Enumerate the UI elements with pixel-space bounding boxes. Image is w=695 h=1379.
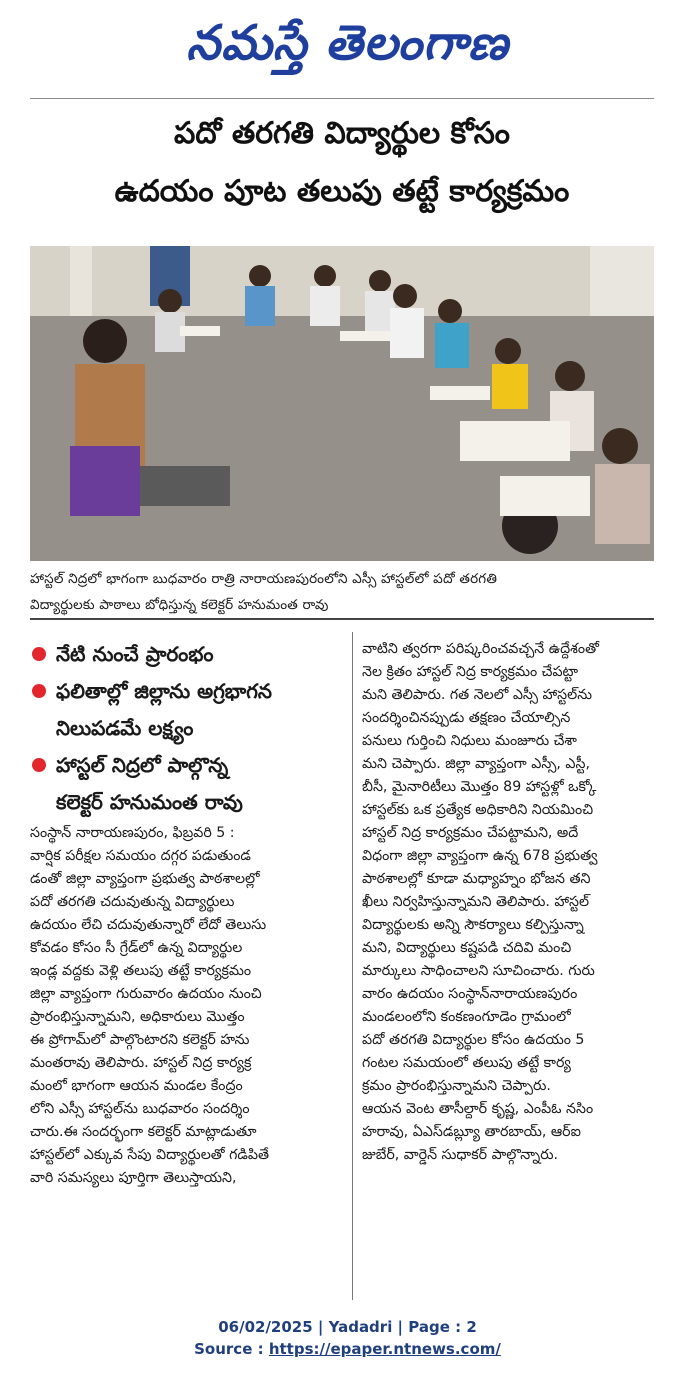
bullet-text: నేటి నుంచే ప్రారంభం bbox=[56, 642, 214, 666]
article-body-line: నెల క్రితం హాస్టల్‌ నిద్ర కార్యక్రమం చేపట్టా bbox=[362, 664, 579, 680]
bullet-text: నిలుపడమే లక్ష్యం bbox=[56, 716, 194, 740]
article-body-line: హాస్టల్‌కు ఒక ప్రత్యేక అధికారిని నియమించి bbox=[362, 802, 594, 818]
photo-caption bbox=[30, 566, 654, 620]
bullet-item bbox=[28, 673, 346, 747]
masthead-logo: నమస్తే తెలంగాణ bbox=[186, 15, 509, 71]
article-body-line: పదో తరగతి విద్యార్థుల కోసం ఉదయం 5 bbox=[362, 1032, 585, 1048]
red-bullet-icon bbox=[32, 684, 46, 698]
article-body-line: పదో తరగతి చదువుతున్న విద్యార్థులు bbox=[30, 894, 235, 910]
headline-line-1: పదో తరగతి విద్యార్థుల కోసం bbox=[174, 116, 510, 151]
article-body-line: హాస్టల్‌లో ఎక్కువ సేపు విద్యార్థులతో గడిపితే bbox=[30, 1147, 270, 1163]
red-bullet-icon bbox=[32, 758, 46, 772]
article-body-line: జుబేర్‌, వార్డెన్‌ సుధాకర్‌ పాల్గొన్నారు. bbox=[362, 1147, 559, 1163]
article-body-line: వారి సమస్యలు పూర్తిగా తెలుస్తాయని, bbox=[30, 1170, 237, 1186]
article-body-line: హాస్టల్‌ నిద్ర కార్యక్రమం చేపట్టామని, అదే bbox=[362, 825, 579, 841]
article-body-line: వార్షిక పరీక్షల సమయం దగ్గర పడుతుండ bbox=[30, 848, 251, 864]
article-body-line: మంతరావు తెలిపారు. హాస్టల్‌ నిద్ర కార్యక్ర bbox=[30, 1055, 252, 1071]
article-body-line: మని, విద్యార్థులు కష్టపడి చదివి మంచి bbox=[362, 940, 572, 956]
article-body-line: ఇండ్ల వద్దకు వెళ్లి తలుపు తట్టే కార్యక్రమం bbox=[30, 963, 252, 979]
article-body-line: బీసీ, మైనారిటీలు మొత్తం 89 హాస్టళ్లో ఒక్కో bbox=[362, 779, 597, 795]
article-body-line: గంటల సమయంలో తలుపు తట్టే కార్య bbox=[362, 1055, 571, 1071]
article-body-line: వారం ఉదయం సంస్థాన్‌నారాయణపురం bbox=[362, 986, 578, 1002]
article-body-line: ప్రారంభిస్తున్నామని, అధికారులు మొత్తం bbox=[30, 1009, 245, 1025]
article-body-line: మని తెలిపారు. గత నెలలో ఎస్సీ హాస్టల్‌ను bbox=[362, 687, 593, 703]
article-body-line: సందర్శించినప్పుడు తక్షణం చేయాల్సిన bbox=[362, 710, 571, 726]
source-label: Source : bbox=[194, 1340, 269, 1358]
bullet-text: హాస్టల్‌ నిద్రలో పాల్గొన్న bbox=[56, 753, 229, 777]
article-body-line: మండలంలోని కంకణంగూడెం గ్రామంలో bbox=[362, 1009, 571, 1025]
article-body-line: కోవడం కోసం సీ గ్రేడ్‌లో ఉన్న విద్యార్థుల bbox=[30, 940, 243, 956]
bullet-text: ఫలితాల్లో జిల్లాను అగ్రభాగన bbox=[56, 679, 272, 703]
caption-line-2: విద్యార్థులకు పాఠాలు బోధిస్తున్న కలెక్టర్‌ హనుమంత రావు bbox=[30, 597, 329, 613]
red-bullet-icon bbox=[32, 647, 46, 661]
bullet-text: కలెక్టర్‌ హనుమంత రావు bbox=[56, 790, 243, 814]
article-body-line: సంస్థాన్‌ నారాయణపురం, ఫిబ్రవరి 5 : bbox=[30, 825, 235, 841]
bullet-item bbox=[28, 636, 346, 673]
article-body-line: విధంగా జిల్లా వ్యాప్తంగా ఉన్న 678 ప్రభుత్వ bbox=[362, 848, 598, 864]
article-body-line: డంతో జిల్లా వ్యాప్తంగా ప్రభుత్వ పాఠశాలల్లో bbox=[30, 871, 260, 887]
article-photo bbox=[30, 246, 654, 561]
article-body-line: క్రమం ప్రారంభిస్తున్నామని చెప్పారు. bbox=[362, 1078, 551, 1094]
article-body-line: పనులు గుర్తించి నిధులు మంజూరు చేశా bbox=[362, 733, 577, 749]
footer-dateline: 06/02/2025 | Yadadri | Page : 2 bbox=[218, 1318, 477, 1336]
article-body-line: ఉదయం లేచి చదువుతున్నారో లేదో తెలుసు bbox=[30, 917, 267, 933]
article-body-line: విద్యార్థులకు అన్ని సౌకర్యాలు కల్పిస్తున్నా bbox=[362, 917, 584, 933]
article-body-line: ఈ ప్రోగామ్‌లో పాల్గొంటారని కలెక్టర్‌ హను bbox=[30, 1032, 250, 1048]
back-wall bbox=[30, 246, 654, 316]
caption-line-1: హాస్టల్‌ నిద్రలో భాగంగా బుధవారం రాత్రి నారాయణపురంలోని ఎస్సీ హాస్టల్‌లో పదో తరగతి bbox=[30, 571, 498, 587]
article-body-line: లోని ఎస్సీ హాస్టల్‌ను బుధవారం సందర్శిం bbox=[30, 1101, 250, 1117]
headline-line-2: ఉదయం పూట తలుపు తట్టే కార్యక్రమం bbox=[114, 174, 570, 209]
article-body-line: పాఠశాలల్లో కూడా మధ్యాహ్నం భోజన తని bbox=[362, 871, 591, 887]
article-body-line: హరావు, ఏఎస్‌డబ్ల్యూ తారబాయ్‌, ఆర్‌ఐ bbox=[362, 1124, 581, 1140]
article-body-left-column bbox=[30, 822, 348, 1190]
article-body-line: వాటిని త్వరగా పరిష్కరించవచ్చనే ఉద్దేశంతో bbox=[362, 641, 599, 657]
article-body-line: మార్కులు సాధించాలని సూచించారు. గురు bbox=[362, 963, 595, 979]
highlight-bullets bbox=[28, 636, 346, 821]
article-body-line: చారు.ఈ సందర్భంగా కలెక్టర్‌ మాట్లాడుతూ bbox=[30, 1124, 257, 1140]
masthead-divider bbox=[30, 98, 654, 99]
column-divider bbox=[352, 632, 353, 1300]
article-body-line: జిల్లా వ్యాప్తంగా గురువారం ఉదయం నుంచి bbox=[30, 986, 262, 1002]
article-body-line: మంలో భాగంగా ఆయన మండల కేంద్రం bbox=[30, 1078, 243, 1094]
newspaper-masthead bbox=[0, 6, 695, 80]
bullet-item bbox=[28, 747, 346, 821]
article-body-line: మని చెప్పారు. జిల్లా వ్యాప్తంగా ఎస్సీ, ఎస్టీ, bbox=[362, 756, 590, 772]
footer-source bbox=[0, 1340, 695, 1358]
article-body-right-column bbox=[362, 638, 656, 1167]
article-body-line: ఖీలు నిర్వహిస్తున్నామని తెలిపారు. హాస్టల్‌ bbox=[362, 894, 590, 910]
classroom-scene-image bbox=[30, 246, 654, 561]
article-body-line: ఆయన వెంట తాసీల్దార్‌ కృష్ణ, ఎంపీఓ నసిం bbox=[362, 1101, 594, 1117]
chair bbox=[70, 446, 140, 516]
source-link[interactable]: https://epaper.ntnews.com/ bbox=[268, 1340, 501, 1358]
